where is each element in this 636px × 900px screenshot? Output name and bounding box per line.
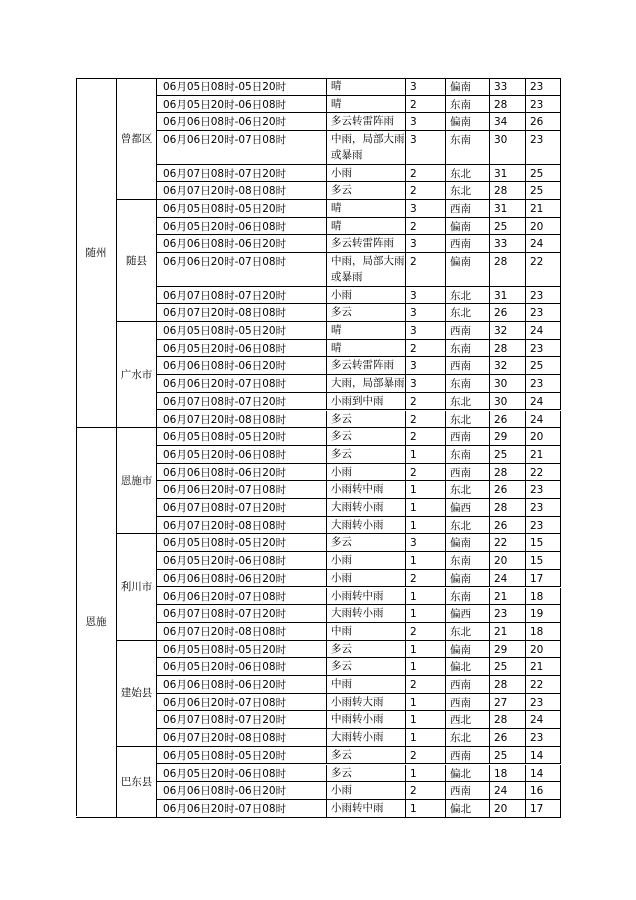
max-temp-cell: 23 <box>490 605 526 623</box>
period-cell: 06月05日20时-06日08时 <box>157 446 327 464</box>
forecast-table <box>76 78 561 816</box>
max-temp-cell: 26 <box>490 411 526 429</box>
max-temp-cell: 28 <box>490 253 526 287</box>
wind-direction-cell: 偏北 <box>446 800 490 818</box>
weather-cell: 大雨转小雨 <box>327 499 406 517</box>
weather-cell: 中雨，局部大雨或暴雨 <box>327 253 406 287</box>
wind-level-cell: 3 <box>406 375 446 393</box>
wind-direction-cell: 东南 <box>446 96 490 114</box>
city-cell <box>76 78 117 428</box>
wind-direction-cell: 偏西 <box>446 499 490 517</box>
period-cell: 06月05日20时-06日08时 <box>157 765 327 783</box>
wind-level-cell: 1 <box>406 481 446 499</box>
period-cell: 06月06日20时-07日08时 <box>157 588 327 606</box>
county-name-line: 市 <box>141 368 153 381</box>
min-temp-cell: 15 <box>526 552 561 570</box>
period-cell: 06月05日20时-06日08时 <box>157 340 327 358</box>
period-cell: 06月06日20时-07日08时 <box>157 481 327 499</box>
max-temp-cell: 34 <box>490 113 526 131</box>
max-temp-cell: 20 <box>490 800 526 818</box>
weather-cell: 多云转雷阵雨 <box>327 357 406 375</box>
min-temp-cell: 14 <box>526 747 561 765</box>
weather-cell: 中雨 <box>327 676 406 694</box>
weather-cell: 小雨转中雨 <box>327 588 406 606</box>
wind-direction-cell: 东南 <box>446 340 490 358</box>
wind-direction-cell: 西南 <box>446 694 490 712</box>
max-temp-cell: 30 <box>490 375 526 393</box>
county-name-line: 县 <box>141 687 153 700</box>
max-temp-cell: 31 <box>490 200 526 218</box>
max-temp-cell: 21 <box>490 588 526 606</box>
min-temp-cell: 23 <box>526 340 561 358</box>
min-temp-cell: 16 <box>526 782 561 800</box>
weather-cell: 多云 <box>327 446 406 464</box>
weather-cell: 小雨转中雨 <box>327 800 406 818</box>
min-temp-cell: 23 <box>526 499 561 517</box>
period-cell: 06月05日08时-05日20时 <box>157 534 327 552</box>
min-temp-cell: 20 <box>526 218 561 236</box>
wind-level-cell: 1 <box>406 800 446 818</box>
max-temp-cell: 28 <box>490 676 526 694</box>
wind-direction-cell: 东北 <box>446 393 490 411</box>
wind-level-cell: 2 <box>406 253 446 287</box>
period-cell: 06月05日20时-06日08时 <box>157 96 327 114</box>
wind-level-cell: 1 <box>406 765 446 783</box>
period-cell: 06月07日08时-07日20时 <box>157 165 327 183</box>
wind-level-cell: 3 <box>406 78 446 96</box>
min-temp-cell: 25 <box>526 182 561 200</box>
wind-level-cell: 3 <box>406 235 446 253</box>
wind-level-cell: 2 <box>406 182 446 200</box>
wind-direction-cell: 偏西 <box>446 605 490 623</box>
wind-level-cell: 3 <box>406 113 446 131</box>
wind-direction-cell: 东北 <box>446 623 490 641</box>
min-temp-cell: 20 <box>526 641 561 659</box>
period-cell: 06月06日08时-06日20时 <box>157 676 327 694</box>
min-temp-cell: 19 <box>526 605 561 623</box>
wind-direction-cell: 偏南 <box>446 534 490 552</box>
wind-direction-cell: 偏北 <box>446 658 490 676</box>
min-temp-cell: 23 <box>526 131 561 165</box>
min-temp-cell: 24 <box>526 235 561 253</box>
wind-level-cell: 1 <box>406 729 446 747</box>
min-temp-cell: 24 <box>526 411 561 429</box>
wind-direction-cell: 偏北 <box>446 765 490 783</box>
period-cell: 06月05日08时-05日20时 <box>157 322 327 340</box>
weather-cell: 大雨，局部暴雨 <box>327 375 406 393</box>
min-temp-cell: 18 <box>526 588 561 606</box>
wind-direction-cell: 东南 <box>446 588 490 606</box>
min-temp-cell: 23 <box>526 304 561 322</box>
max-temp-cell: 21 <box>490 623 526 641</box>
weather-cell: 大雨转小雨 <box>327 605 406 623</box>
county-name-line: 曾都 <box>120 132 142 145</box>
wind-level-cell: 2 <box>406 165 446 183</box>
wind-direction-cell: 西南 <box>446 200 490 218</box>
county-name-line: 随县 <box>126 254 147 267</box>
min-temp-cell: 23 <box>526 375 561 393</box>
wind-direction-cell: 偏南 <box>446 641 490 659</box>
max-temp-cell: 24 <box>490 570 526 588</box>
max-temp-cell: 33 <box>490 78 526 96</box>
weather-cell: 中雨转小雨 <box>327 711 406 729</box>
period-cell: 06月07日08时-07日20时 <box>157 499 327 517</box>
wind-level-cell: 1 <box>406 694 446 712</box>
wind-level-cell: 3 <box>406 357 446 375</box>
wind-direction-cell: 西南 <box>446 322 490 340</box>
wind-level-cell: 1 <box>406 499 446 517</box>
wind-level-cell: 2 <box>406 623 446 641</box>
wind-level-cell: 2 <box>406 340 446 358</box>
min-temp-cell: 17 <box>526 570 561 588</box>
weather-cell: 晴 <box>327 218 406 236</box>
weather-cell: 多云 <box>327 658 406 676</box>
county-name-line: 区 <box>141 132 153 145</box>
max-temp-cell: 25 <box>490 446 526 464</box>
max-temp-cell: 26 <box>490 729 526 747</box>
period-cell: 06月06日20时-07日08时 <box>157 253 327 287</box>
max-temp-cell: 22 <box>490 534 526 552</box>
max-temp-cell: 29 <box>490 641 526 659</box>
wind-direction-cell: 偏南 <box>446 218 490 236</box>
max-temp-cell: 26 <box>490 481 526 499</box>
period-cell: 06月05日08时-05日20时 <box>157 428 327 446</box>
wind-direction-cell: 东北 <box>446 481 490 499</box>
weather-cell: 小雨转大雨 <box>327 694 406 712</box>
wind-direction-cell: 偏南 <box>446 113 490 131</box>
max-temp-cell: 28 <box>490 499 526 517</box>
wind-level-cell: 3 <box>406 322 446 340</box>
wind-direction-cell: 西南 <box>446 428 490 446</box>
wind-level-cell: 3 <box>406 131 446 165</box>
min-temp-cell: 21 <box>526 200 561 218</box>
min-temp-cell: 26 <box>526 113 561 131</box>
min-temp-cell: 23 <box>526 78 561 96</box>
wind-direction-cell: 西北 <box>446 711 490 729</box>
period-cell: 06月05日20时-06日08时 <box>157 552 327 570</box>
weather-cell: 中雨，局部大雨或暴雨 <box>327 131 406 165</box>
min-temp-cell: 20 <box>526 428 561 446</box>
wind-direction-cell: 西南 <box>446 357 490 375</box>
wind-direction-cell: 东北 <box>446 165 490 183</box>
period-cell: 06月05日08时-05日20时 <box>157 200 327 218</box>
wind-direction-cell: 东北 <box>446 182 490 200</box>
wind-direction-cell: 东北 <box>446 411 490 429</box>
period-cell: 06月05日08时-05日20时 <box>157 641 327 659</box>
weather-cell: 多云转雷阵雨 <box>327 235 406 253</box>
city-name: 恩施 <box>85 616 107 629</box>
county-name-line: 县 <box>141 775 153 788</box>
period-cell: 06月06日08时-06日20时 <box>157 570 327 588</box>
weather-cell: 小雨转中雨 <box>327 481 406 499</box>
max-temp-cell: 18 <box>490 765 526 783</box>
min-temp-cell: 17 <box>526 800 561 818</box>
wind-level-cell: 2 <box>406 96 446 114</box>
wind-direction-cell: 西南 <box>446 676 490 694</box>
county-name-line: 利川 <box>120 580 142 593</box>
min-temp-cell: 24 <box>526 393 561 411</box>
max-temp-cell: 28 <box>490 96 526 114</box>
period-cell: 06月06日20时-07日08时 <box>157 694 327 712</box>
period-cell: 06月07日20时-08日08时 <box>157 411 327 429</box>
period-cell: 06月05日08时-05日20时 <box>157 78 327 96</box>
min-temp-cell: 22 <box>526 253 561 287</box>
weather-cell: 晴 <box>327 96 406 114</box>
max-temp-cell: 32 <box>490 357 526 375</box>
max-temp-cell: 33 <box>490 235 526 253</box>
county-name-line: 巴东 <box>120 775 142 788</box>
period-cell: 06月06日20时-07日08时 <box>157 131 327 165</box>
min-temp-cell: 23 <box>526 729 561 747</box>
weather-cell: 小雨 <box>327 782 406 800</box>
max-temp-cell: 24 <box>490 782 526 800</box>
weather-cell: 小雨 <box>327 570 406 588</box>
weather-cell: 小雨到中雨 <box>327 393 406 411</box>
weather-cell: 多云 <box>327 411 406 429</box>
period-cell: 06月06日08时-06日20时 <box>157 113 327 131</box>
county-name-line: 恩施 <box>120 474 142 487</box>
city-name: 随州 <box>85 246 107 259</box>
wind-level-cell: 1 <box>406 552 446 570</box>
min-temp-cell: 15 <box>526 534 561 552</box>
wind-direction-cell: 东北 <box>446 287 490 305</box>
wind-level-cell: 1 <box>406 605 446 623</box>
min-temp-cell: 22 <box>526 676 561 694</box>
weather-cell: 多云 <box>327 534 406 552</box>
max-temp-cell: 30 <box>490 131 526 165</box>
max-temp-cell: 25 <box>490 218 526 236</box>
wind-level-cell: 3 <box>406 534 446 552</box>
min-temp-cell: 25 <box>526 357 561 375</box>
min-temp-cell: 21 <box>526 446 561 464</box>
wind-direction-cell: 东南 <box>446 446 490 464</box>
period-cell: 06月07日08时-07日20时 <box>157 605 327 623</box>
wind-level-cell: 2 <box>406 393 446 411</box>
max-temp-cell: 29 <box>490 428 526 446</box>
period-cell: 06月07日08时-07日20时 <box>157 711 327 729</box>
wind-direction-cell: 东北 <box>446 729 490 747</box>
weather-cell: 多云 <box>327 182 406 200</box>
period-cell: 06月07日20时-08日08时 <box>157 729 327 747</box>
period-cell: 06月05日20时-06日08时 <box>157 658 327 676</box>
max-temp-cell: 28 <box>490 182 526 200</box>
weather-cell: 晴 <box>327 200 406 218</box>
min-temp-cell: 22 <box>526 464 561 482</box>
period-cell: 06月06日08时-06日20时 <box>157 357 327 375</box>
wind-level-cell: 1 <box>406 641 446 659</box>
county-cell <box>117 747 157 818</box>
weather-cell: 大雨转小雨 <box>327 729 406 747</box>
weather-cell: 小雨 <box>327 287 406 305</box>
weather-cell: 小雨 <box>327 165 406 183</box>
max-temp-cell: 31 <box>490 287 526 305</box>
min-temp-cell: 21 <box>526 658 561 676</box>
max-temp-cell: 31 <box>490 165 526 183</box>
max-temp-cell: 28 <box>490 711 526 729</box>
wind-direction-cell: 西南 <box>446 235 490 253</box>
wind-level-cell: 1 <box>406 517 446 535</box>
period-cell: 06月06日08时-06日20时 <box>157 235 327 253</box>
period-cell: 06月05日20时-06日08时 <box>157 218 327 236</box>
max-temp-cell: 28 <box>490 464 526 482</box>
wind-level-cell: 2 <box>406 747 446 765</box>
wind-level-cell: 2 <box>406 464 446 482</box>
max-temp-cell: 20 <box>490 552 526 570</box>
weather-cell: 多云 <box>327 304 406 322</box>
weather-cell: 晴 <box>327 78 406 96</box>
wind-level-cell: 2 <box>406 411 446 429</box>
min-temp-cell: 23 <box>526 481 561 499</box>
min-temp-cell: 24 <box>526 322 561 340</box>
county-cell <box>117 78 157 200</box>
min-temp-cell: 18 <box>526 623 561 641</box>
max-temp-cell: 25 <box>490 658 526 676</box>
min-temp-cell: 25 <box>526 165 561 183</box>
wind-level-cell: 2 <box>406 676 446 694</box>
max-temp-cell: 32 <box>490 322 526 340</box>
period-cell: 06月06日08时-06日20时 <box>157 782 327 800</box>
wind-level-cell: 2 <box>406 428 446 446</box>
weather-cell: 多云转雷阵雨 <box>327 113 406 131</box>
weather-cell: 多云 <box>327 765 406 783</box>
weather-cell: 晴 <box>327 340 406 358</box>
period-cell: 06月06日08时-06日20时 <box>157 464 327 482</box>
max-temp-cell: 30 <box>490 393 526 411</box>
max-temp-cell: 26 <box>490 304 526 322</box>
period-cell: 06月07日20时-08日08时 <box>157 517 327 535</box>
period-cell: 06月07日20时-08日08时 <box>157 304 327 322</box>
wind-direction-cell: 偏南 <box>446 570 490 588</box>
period-cell: 06月07日20时-08日08时 <box>157 623 327 641</box>
county-name-line: 市 <box>141 580 153 593</box>
wind-level-cell: 1 <box>406 446 446 464</box>
weather-cell: 小雨 <box>327 552 406 570</box>
wind-level-cell: 3 <box>406 200 446 218</box>
wind-level-cell: 3 <box>406 287 446 305</box>
period-cell: 06月05日08时-05日20时 <box>157 747 327 765</box>
wind-direction-cell: 东南 <box>446 552 490 570</box>
county-name-line: 建始 <box>120 687 142 700</box>
city-cell <box>76 428 117 817</box>
county-cell <box>117 534 157 640</box>
max-temp-cell: 25 <box>490 747 526 765</box>
wind-direction-cell: 偏南 <box>446 78 490 96</box>
weather-cell: 小雨 <box>327 464 406 482</box>
period-cell: 06月07日08时-07日20时 <box>157 287 327 305</box>
wind-direction-cell: 东南 <box>446 131 490 165</box>
weather-cell: 多云 <box>327 641 406 659</box>
wind-level-cell: 3 <box>406 304 446 322</box>
wind-level-cell: 2 <box>406 782 446 800</box>
period-cell: 06月06日20时-07日08时 <box>157 375 327 393</box>
min-temp-cell: 23 <box>526 287 561 305</box>
wind-direction-cell: 西南 <box>446 747 490 765</box>
min-temp-cell: 14 <box>526 765 561 783</box>
wind-direction-cell: 西南 <box>446 464 490 482</box>
wind-direction-cell: 西南 <box>446 782 490 800</box>
wind-direction-cell: 东南 <box>446 375 490 393</box>
wind-level-cell: 1 <box>406 711 446 729</box>
county-cell <box>117 428 157 534</box>
county-cell <box>117 322 157 428</box>
period-cell: 06月06日20时-07日08时 <box>157 800 327 818</box>
period-cell: 06月07日20时-08日08时 <box>157 182 327 200</box>
max-temp-cell: 26 <box>490 517 526 535</box>
wind-level-cell: 1 <box>406 588 446 606</box>
wind-direction-cell: 东北 <box>446 517 490 535</box>
max-temp-cell: 28 <box>490 340 526 358</box>
weather-cell: 多云 <box>327 428 406 446</box>
weather-cell: 大雨转小雨 <box>327 517 406 535</box>
county-cell <box>117 200 157 322</box>
wind-level-cell: 2 <box>406 218 446 236</box>
min-temp-cell: 23 <box>526 694 561 712</box>
county-cell <box>117 641 157 747</box>
period-cell: 06月07日08时-07日20时 <box>157 393 327 411</box>
weather-cell: 中雨 <box>327 623 406 641</box>
wind-level-cell: 2 <box>406 570 446 588</box>
wind-level-cell: 1 <box>406 658 446 676</box>
min-temp-cell: 23 <box>526 96 561 114</box>
county-name-line: 市 <box>141 474 153 487</box>
min-temp-cell: 24 <box>526 711 561 729</box>
wind-direction-cell: 偏南 <box>446 253 490 287</box>
weather-cell: 晴 <box>327 322 406 340</box>
max-temp-cell: 27 <box>490 694 526 712</box>
wind-direction-cell: 东北 <box>446 304 490 322</box>
county-name-line: 广水 <box>120 368 142 381</box>
min-temp-cell: 23 <box>526 517 561 535</box>
weather-cell: 多云 <box>327 747 406 765</box>
